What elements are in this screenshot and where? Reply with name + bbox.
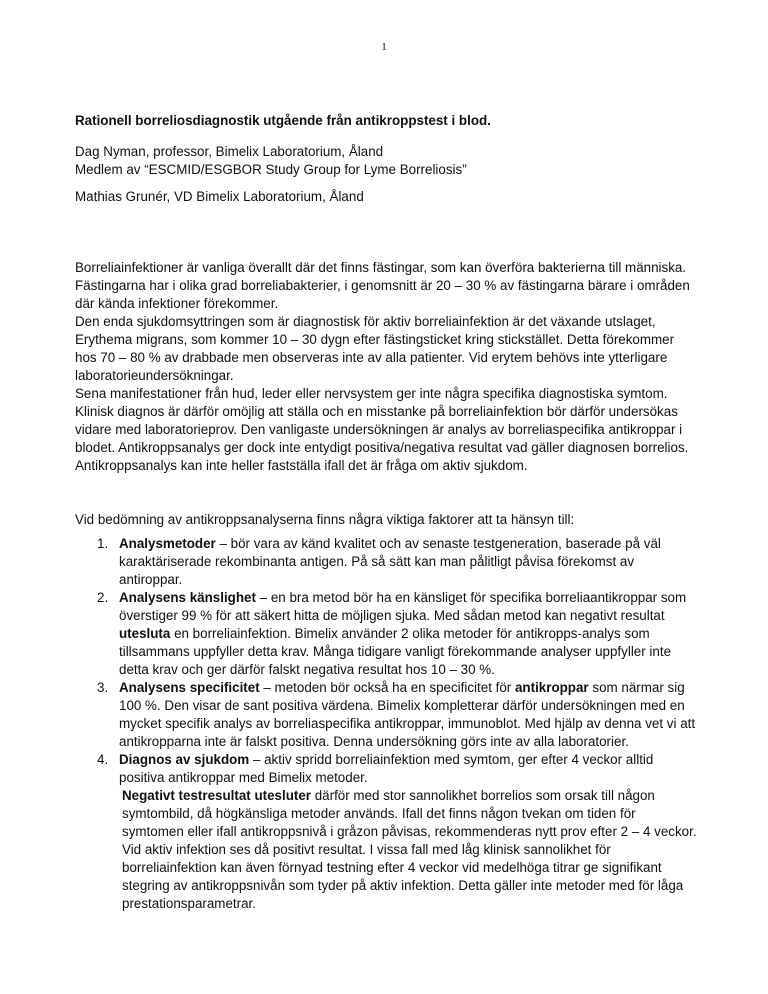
factor-text: – en bra metod bör ha en känsliget för specifika borreliaantikroppar som överstiger 99 % för att säkert hitta de möjligen sjuka. Med sådan metod kan negativt resultat — [119, 590, 687, 623]
paragraph-factors-intro: Vid bedömning av antikroppsanalyserna finns några viktiga faktorer att ta hänsyn till: — [75, 512, 575, 527]
factor-list — [75, 535, 697, 913]
paragraph-intro: Borreliainfektioner är vanliga överallt där det finns fästingar, som kan överföra bakterierna till människa. Fästingarna har i olika grad borreliabakterier, i genomsnitt är 20 – 30 % av fästingarna bärare i områden där kända infektioner förekommer. — [75, 260, 690, 311]
paragraph-late-manifestations: Sena manifestationer från hud, leder eller nervsystem ger inte några specifika diagnostiska symtom. Klinisk diagnos är därför omöjlig att ställa och en misstanke på borreliainfektion bör därför undersökas vidare med laboratorieprov. Den vanligaste undersökningen är analys av borreliaspecifika antikroppar i blodet. Antikroppsanalys ger dock inte entydigt positiva/negativa resultat vad gäller diagnosen borrelios. Antikroppsanalys kan inte heller fastställa ifall det är fråga om aktiv sjukdom. — [75, 386, 689, 473]
list-item — [97, 535, 697, 589]
list-item — [97, 751, 697, 913]
list-number: 4. — [97, 752, 109, 767]
factor-text: en borreliainfektion. Bimelix använder 2 olika metoder för antikropps-analys som tillsammans uppfyller detta krav. Många tidigare vanligt förekommande analyser uppfyller inte detta krav och ger därför falskt negativa resultat hos 10 – 30 %. — [119, 626, 672, 677]
document-title: Rationell borreliosdiagnostik utgående från antikroppstest i blod. — [75, 113, 491, 128]
paragraph-erythema: Den enda sjukdomsyttringen som är diagnostisk för aktiv borreliainfektion är det växande utslaget, Erythema migrans, som kommer 10 – 30 dygn efter fästingsticket kring stickstället. Detta förekommer hos 70 – 80 % av drabbade men observeras inte av alla patienter. Vid erytem behövs inte ytterligare laboratorieundersökningar. — [75, 314, 675, 383]
factor-heading: Analysens känslighet — [119, 590, 256, 605]
factor-text: – metoden bör också ha en specificitet för — [259, 680, 515, 695]
author-block — [75, 143, 467, 179]
factor-heading: Analysens specificitet — [119, 680, 260, 695]
factor-emphasis: utesluta — [119, 626, 171, 641]
factor-heading: Analysmetoder — [119, 536, 216, 551]
factor-heading: Diagnos av sjukdom — [119, 752, 250, 767]
list-number: 2. — [97, 590, 109, 605]
author-line-2: Medlem av “ESCMID/ESGBOR Study Group for Lyme Borreliosis” — [75, 162, 467, 177]
factor-subparagraph — [119, 787, 697, 913]
factor-emphasis: antikroppar — [514, 680, 589, 695]
author-line-3: Mathias Grunér, VD Bimelix Laboratorium, Åland — [75, 189, 364, 204]
factor-emphasis: Negativt testresultat utesluter — [122, 788, 312, 803]
factor-text: – aktiv spridd borreliainfektion med symtom, ger efter 4 veckor alltid positiva antikroppar med Bimelix metoder. — [119, 752, 654, 785]
factor-text: – bör vara av känd kvalitet och av senaste testgeneration, baserade på väl karaktäriserade rekombinanta antigen. På så sätt kan man pålitligt påvisa förekomst av antiroppar. — [119, 536, 661, 587]
list-number: 1. — [97, 536, 109, 551]
author-line-1: Dag Nyman, professor, Bimelix Laboratorium, Åland — [75, 144, 384, 159]
page-number: 1 — [381, 41, 387, 53]
list-item — [97, 679, 697, 751]
factor-text: som närmar sig 100 %. Den visar de sant positiva värdena. Bimelix kompletterar därför undersökningen med en mycket specifik analys av borreliaspecifika antikroppar, immunoblot. Med hjälp av denna vet vi att antikropparna inte är falskt positiva. Denna undersökning görs inte av alla laboratorier. — [119, 680, 696, 749]
list-item — [97, 589, 697, 679]
list-number: 3. — [97, 680, 109, 695]
factor-text: därför med stor sannolikhet borrelios som orsak till någon symtombild, då högkänsliga metoder används. Ifall det finns någon tvekan om tiden för symtomen eller ifall antikroppsnivå i gråzon påvisas, rekommenderas nytt prov efter 2 – 4 veckor. Vid aktiv infektion ses då positivt resultat. I vissa fall med låg klinisk sannolikhet för borreliainfektion kan även förnyad testning efter 4 veckor vid medelhöga titrar ge signifikant stegring av antikroppsnivån som tyder på aktiv infektion. Detta gäller inte metoder med för låga prestationsparametrar. — [122, 788, 697, 911]
